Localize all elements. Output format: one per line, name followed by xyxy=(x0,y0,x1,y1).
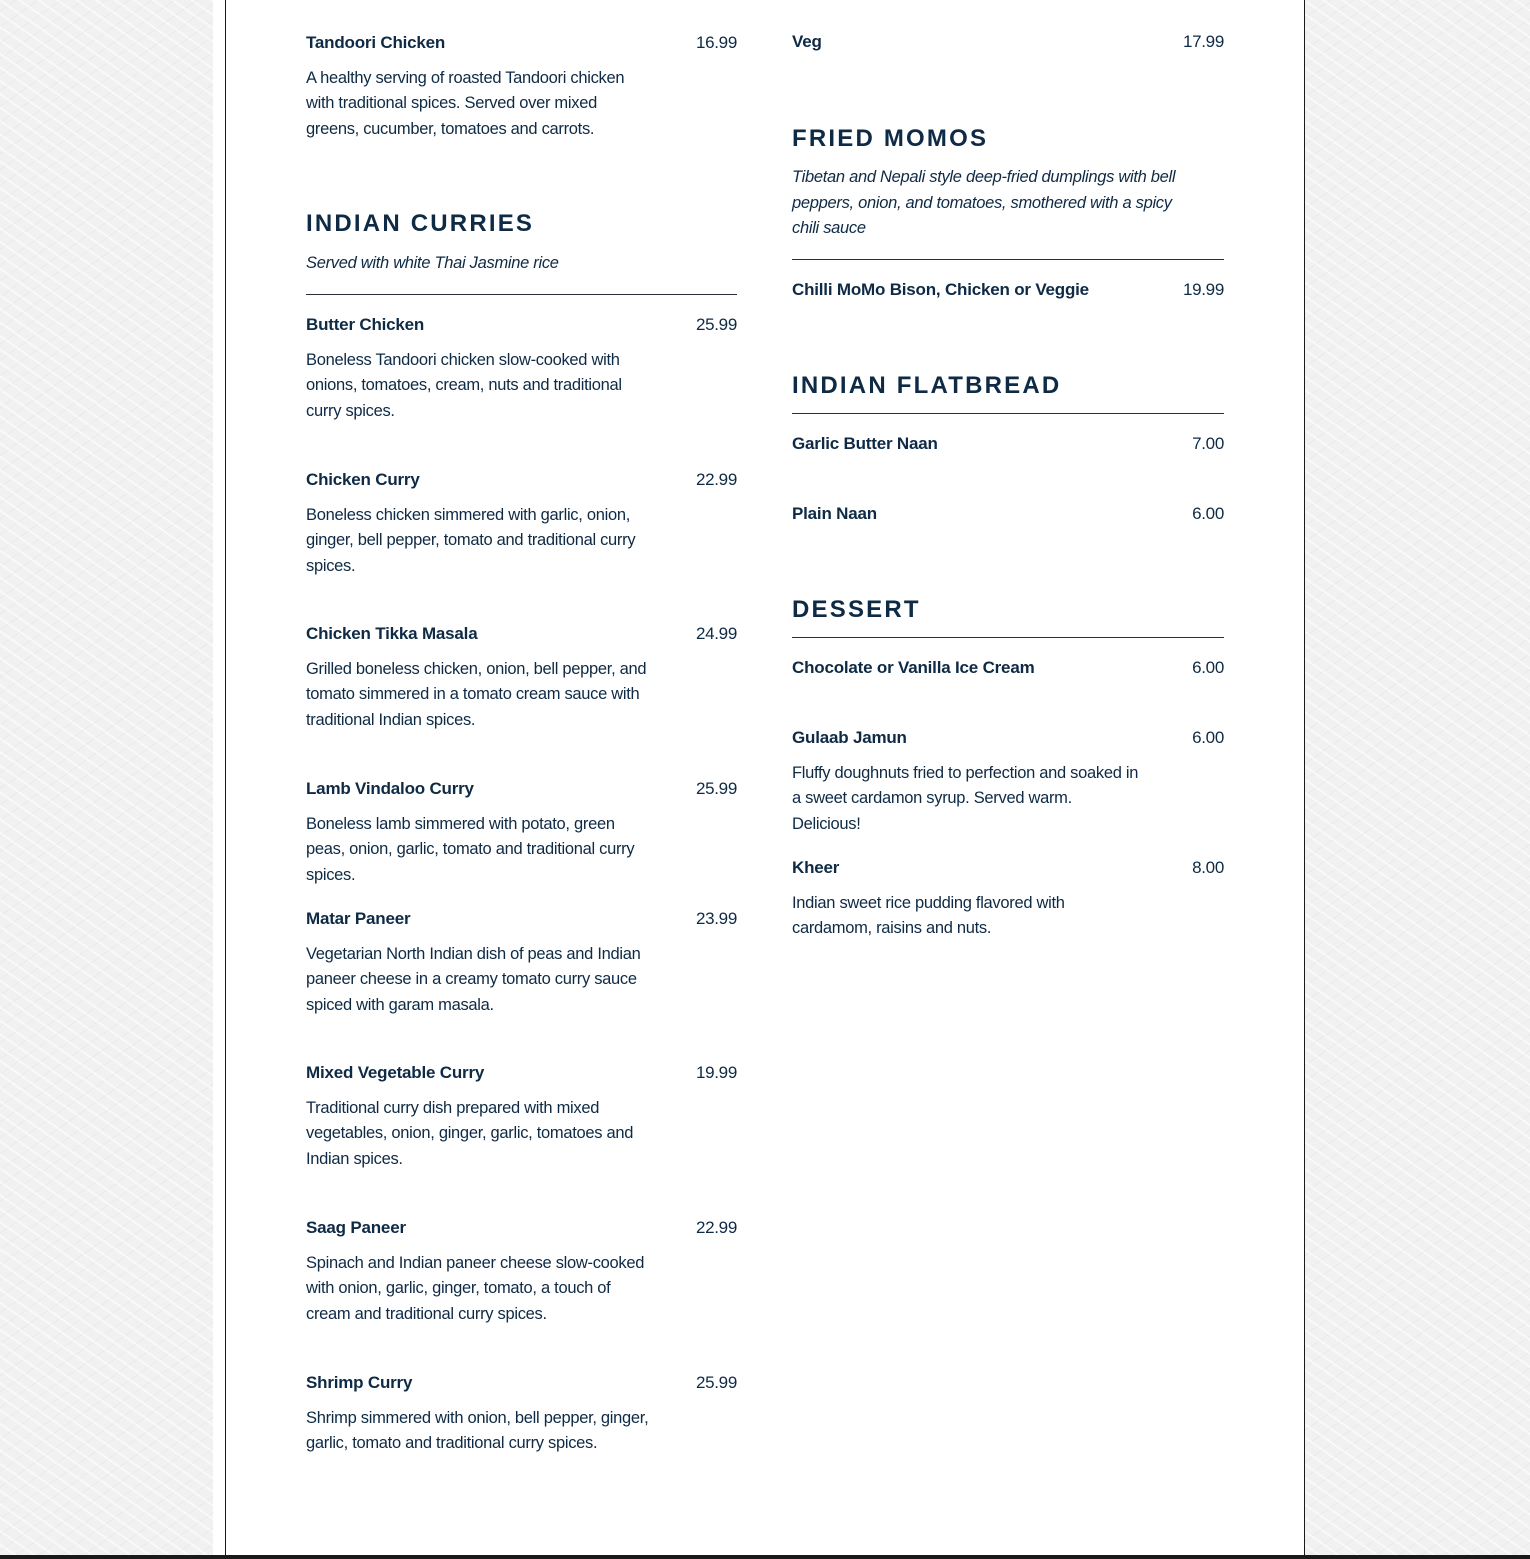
section-title-indian-flatbread: INDIAN FLATBREAD xyxy=(792,372,1062,399)
section-divider xyxy=(792,637,1224,638)
item-name: Matar Paneer xyxy=(306,909,411,928)
item-price: 6.00 xyxy=(1192,658,1224,677)
item-description: Spinach and Indian paneer cheese slow-cooked with onion, garlic, ginger, tomato, a touch of cream and traditional curry spices. xyxy=(306,1254,645,1323)
item-name: Mixed Vegetable Curry xyxy=(306,1063,485,1082)
item-name: Butter Chicken xyxy=(306,315,425,334)
page-border xyxy=(225,0,226,1556)
section-subtitle-indian-curries: Served with white Thai Jasmine rice xyxy=(306,254,559,272)
item-name: Garlic Butter Naan xyxy=(792,434,938,453)
item-name: Saag Paneer xyxy=(306,1218,406,1237)
item-name: Shrimp Curry xyxy=(306,1373,413,1392)
item-price: 17.99 xyxy=(1182,32,1224,51)
item-description: Boneless Tandoori chicken slow-cooked with onions, tomatoes, cream, nuts and traditional curry spices. xyxy=(306,351,622,420)
item-price: 24.99 xyxy=(695,624,737,643)
item-name: Tandoori Chicken xyxy=(306,33,446,52)
item-name: Gulaab Jamun xyxy=(792,728,907,747)
item-description: Traditional curry dish prepared with mixed vegetables, onion, ginger, garlic, tomatoes and Indian spices. xyxy=(306,1099,634,1168)
section-divider xyxy=(306,294,737,295)
item-name: Veg xyxy=(792,32,822,51)
section-title-dessert: DESSERT xyxy=(792,596,921,623)
item-description: Vegetarian North Indian dish of peas and Indian paneer cheese in a creamy tomato curry sauce spiced with garam masala. xyxy=(306,945,641,1014)
item-description: Shrimp simmered with onion, bell pepper, ginger, garlic, tomato and traditional curry spices. xyxy=(306,1409,649,1453)
item-price: 19.99 xyxy=(695,1063,737,1082)
item-price: 6.00 xyxy=(1192,728,1224,747)
item-price: 6.00 xyxy=(1192,504,1224,523)
item-name: Chicken Curry xyxy=(306,470,420,489)
section-divider xyxy=(792,259,1224,260)
section-divider xyxy=(792,413,1224,414)
item-price: 19.99 xyxy=(1182,280,1224,299)
item-price: 23.99 xyxy=(695,909,737,928)
item-description: A healthy serving of roasted Tandoori chicken with traditional spices. Served over mixed greens, cucumber, tomatoes and carrots. xyxy=(306,69,625,138)
item-price: 25.99 xyxy=(695,779,737,798)
item-name: Kheer xyxy=(792,858,840,877)
item-name: Lamb Vindaloo Curry xyxy=(306,779,474,798)
item-price: 25.99 xyxy=(695,1373,737,1392)
item-description: Indian sweet rice pudding flavored with cardamom, raisins and nuts. xyxy=(792,894,1065,938)
section-title-fried-momos: FRIED MOMOS xyxy=(792,125,989,152)
section-title-indian-curries: INDIAN CURRIES xyxy=(306,210,535,237)
item-price: 22.99 xyxy=(695,1218,737,1237)
page-bottom-border xyxy=(0,1555,1530,1559)
item-name: Chocolate or Vanilla Ice Cream xyxy=(792,658,1035,677)
item-price: 25.99 xyxy=(695,315,737,334)
item-price: 22.99 xyxy=(695,470,737,489)
item-price: 8.00 xyxy=(1192,858,1224,877)
item-price: 7.00 xyxy=(1192,434,1224,453)
item-price: 16.99 xyxy=(695,33,737,52)
item-name: Plain Naan xyxy=(792,504,877,523)
item-description: Boneless chicken simmered with garlic, onion, ginger, bell pepper, tomato and traditional curry spices. xyxy=(306,506,636,575)
item-name: Chilli MoMo Bison, Chicken or Veggie xyxy=(792,280,1089,299)
item-name: Chicken Tikka Masala xyxy=(306,624,478,643)
item-description: Grilled boneless chicken, onion, bell pepper, and tomato simmered in a tomato cream sauce with traditional Indian spices. xyxy=(306,660,647,729)
section-subtitle-fried-momos: Tibetan and Nepali style deep-fried dumplings with bell peppers, onion, and tomatoes, smothered with a spicy chili sauce xyxy=(792,168,1176,237)
item-description: Fluffy doughnuts fried to perfection and soaked in a sweet cardamon syrup. Served warm. Delicious! xyxy=(792,764,1139,833)
item-description: Boneless lamb simmered with potato, green peas, onion, garlic, tomato and traditional curry spices. xyxy=(306,815,635,884)
